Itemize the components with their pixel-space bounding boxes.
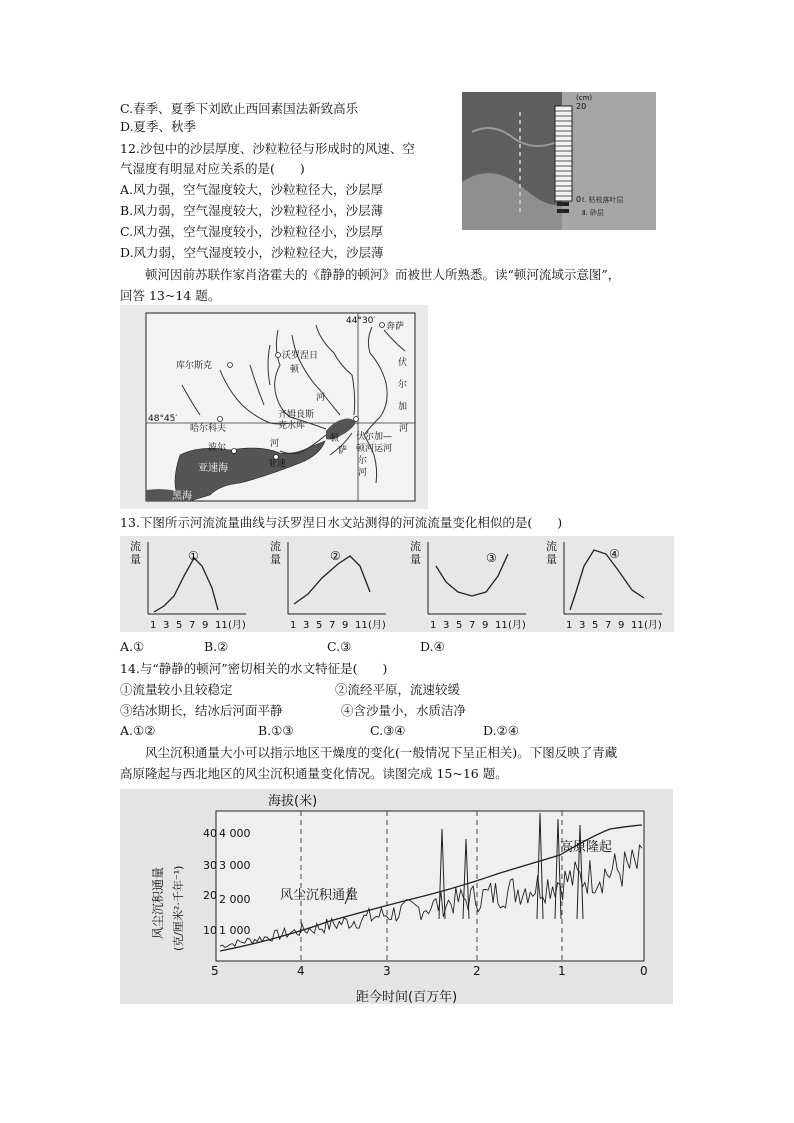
passage-don: 顿河因前苏联作家肖洛霍夫的《静静的顿河》而被世人所熟悉。读“顿河流域示意图”， — [120, 267, 621, 282]
map-rostov: 波尔 — [208, 443, 227, 453]
flow-chart-1-curve — [154, 558, 218, 612]
q13-option-b: B.② — [204, 639, 229, 654]
flow-chart-2-tick-1: 1 — [290, 620, 297, 631]
photo-scale-zero: 0 — [576, 195, 582, 204]
flow-chart-3-tick-5: 5 — [456, 620, 463, 631]
dust-series-label: 风尘沉积通量 — [280, 888, 359, 903]
map-tsimlyansk-1: 齐姆良斯 — [278, 410, 315, 420]
q14-statement-1: ①流量较小且较稳定 — [120, 682, 233, 697]
flow-chart-2-ylabel-1: 流 — [270, 540, 281, 553]
uplift-series-label: 高原隆起 — [560, 840, 613, 855]
dust-x-tick-0: 0 — [640, 964, 648, 978]
map-black-sea: 黑海 — [172, 491, 192, 502]
flow-chart-3-id: ③ — [486, 551, 497, 565]
q13-option-c: C.③ — [327, 639, 352, 654]
q14-option-c: C.③④ — [370, 723, 406, 738]
flow-chart-1-tick-5: 5 — [176, 620, 183, 631]
flow-chart-2-tick-5: 5 — [316, 620, 323, 631]
question-13-stem: 13.下图所示河流流量曲线与沃罗涅日水文站测得的河流流量变化相似的是( ) — [120, 515, 563, 530]
q12-option-a: A.风力强，空气湿度较大，沙粒粒径大，沙层厚 — [120, 182, 384, 197]
question-14-stem: 14.与“静静的顿河”密切相关的水文特征是( ) — [120, 661, 388, 676]
map-lat-left: 48°45′ — [148, 414, 178, 424]
map-voronezh: 沃罗涅日 — [282, 351, 319, 361]
sand-profile-drawing — [462, 92, 656, 230]
flow-chart-2-curve — [294, 556, 370, 604]
q14-option-d: D.②④ — [483, 723, 519, 738]
flow-chart-1-ylabel-1: 流 — [130, 540, 141, 553]
map-volga-4: 河 — [399, 424, 409, 434]
flow-chart-1-tick-9: 9 — [202, 620, 209, 631]
q12-option-b: B.风力弱，空气湿度较大，沙粒粒径小，沙层薄 — [120, 203, 384, 218]
q14-option-a: A.①② — [120, 723, 156, 738]
map-sal-1: 萨 — [338, 446, 348, 456]
photo-unit: (cm) — [576, 94, 593, 102]
map-volga-2: 尔 — [398, 380, 408, 390]
dust-flux-chart — [120, 789, 673, 1004]
dust-ylabel: 风尘沉积通量 — [151, 866, 165, 939]
flow-chart-4-tick-1: 1 — [566, 620, 573, 631]
map-azov-sea: 亚速海 — [198, 463, 228, 474]
map-kursk: 库尔斯克 — [176, 361, 213, 371]
flow-chart-2-tick-9: 9 — [342, 620, 349, 631]
dust-x-tick-1: 1 — [558, 964, 566, 978]
question-12-stem: 12.沙包中的沙层厚度、沙粒粒径与形成时的风速、空 — [120, 141, 415, 156]
map-river-low: 河 — [270, 439, 280, 449]
flow-chart-2-x-unit: (月) — [368, 620, 386, 631]
dust-left-tick-20: 20 — [203, 889, 217, 902]
flow-charts-drawing — [120, 536, 674, 632]
map-penza: 奔萨 — [386, 322, 405, 332]
flow-chart-2-id: ② — [330, 549, 341, 563]
dust-alt-tick-4000: 4 000 — [219, 827, 251, 840]
photo-legend-1: Ⅰ. 枯枝落叶层 — [582, 196, 624, 204]
flow-chart-4-tick-11: 11 — [631, 620, 644, 631]
dust-x-tick-4: 4 — [297, 964, 305, 978]
flow-chart-4-id: ④ — [609, 547, 620, 561]
flow-chart-3-tick-1: 1 — [430, 620, 437, 631]
dust-x-tick-2: 2 — [473, 964, 481, 978]
flow-charts-panel — [120, 536, 674, 632]
map-don-2: 河 — [316, 393, 326, 403]
flow-chart-3-x-unit: (月) — [508, 620, 526, 631]
flow-chart-3-tick-7: 7 — [469, 620, 476, 631]
map-don-1: 顿 — [290, 365, 300, 375]
flow-chart-2-tick-3: 3 — [303, 620, 310, 631]
flow-chart-2-ylabel-2: 量 — [270, 553, 281, 566]
flow-chart-3-curve — [436, 554, 508, 596]
flow-chart-4-x-unit: (月) — [644, 620, 662, 631]
dust-alt-tick-2000: 2 000 — [219, 893, 251, 906]
sand-profile-photo — [462, 92, 656, 230]
passage-dust: 风尘沉积通量大小可以指示地区干燥度的变化(一般情况下呈正相关)。下图反映了青藏 — [120, 745, 618, 760]
question-12-stem-cont: 气湿度有明显对应关系的是( ) — [120, 161, 305, 176]
q12-option-c: C.风力强，空气湿度较小，沙粒粒径小，沙层厚 — [120, 224, 384, 239]
map-canal-2: 顿河运河 — [356, 444, 393, 454]
map-canal-1: 伏尔加— — [356, 432, 393, 442]
map-sal-3: 河 — [358, 468, 368, 478]
flow-chart-1-ylabel-2: 量 — [130, 553, 141, 566]
dust-yunit: (克/厘米²·千年⁻¹) — [172, 865, 185, 951]
dust-left-tick-30: 30 — [203, 859, 217, 872]
flow-chart-4-ylabel-2: 量 — [546, 553, 557, 566]
flow-chart-1-tick-3: 3 — [163, 620, 170, 631]
q14-statement-3: ③结冰期长，结冰后河面平静 — [120, 703, 283, 718]
flow-chart-1-tick-1: 1 — [150, 620, 157, 631]
don-basin-map — [120, 305, 428, 509]
dust-x-tick-3: 3 — [383, 964, 391, 978]
q14-statement-2: ②流经平原，流速较缓 — [335, 682, 461, 697]
flow-chart-2-tick-7: 7 — [329, 620, 336, 631]
flow-chart-1-id: ① — [188, 549, 199, 563]
map-lat-top: 44°30′ — [346, 316, 376, 326]
flow-chart-2-tick-11: 11 — [355, 620, 368, 631]
flow-chart-3-tick-11: 11 — [495, 620, 508, 631]
q13-option-a: A.① — [120, 639, 145, 654]
flow-chart-4-curve — [570, 550, 644, 610]
map-kharkiv: 哈尔科夫 — [190, 424, 227, 434]
flow-chart-1-tick-11: 11 — [215, 620, 228, 631]
dust-alt-tick-3000: 3 000 — [219, 859, 251, 872]
dust-xlabel: 距今时间(百万年) — [356, 990, 458, 1004]
flow-chart-3-ylabel-2: 量 — [410, 553, 421, 566]
dust-left-tick-40: 40 — [203, 827, 217, 840]
map-sal-2: 尔 — [358, 456, 368, 466]
photo-legend-2: Ⅱ. 砂层 — [582, 209, 604, 217]
q12-option-d: D.风力弱，空气湿度较小，沙粒粒径大，沙层薄 — [120, 245, 384, 260]
dust-left-tick-10: 10 — [203, 924, 217, 937]
dust-x-tick-5: 5 — [211, 964, 219, 978]
flow-chart-4-tick-3: 3 — [579, 620, 586, 631]
flow-chart-4-tick-7: 7 — [605, 620, 612, 631]
flow-chart-4-tick-9: 9 — [618, 620, 625, 631]
flow-chart-4-ylabel-1: 流 — [546, 540, 557, 553]
passage-don-cont: 回答 13~14 题。 — [120, 288, 221, 303]
flow-chart-4-tick-5: 5 — [592, 620, 599, 631]
q13-option-d: D.④ — [420, 639, 445, 654]
map-volga-3: 加 — [398, 402, 408, 412]
q14-statement-4: ④含沙量小，水质洁净 — [341, 703, 467, 718]
flow-chart-1-tick-7: 7 — [189, 620, 196, 631]
dust-flux-drawing — [120, 789, 673, 1004]
flow-chart-3-tick-3: 3 — [443, 620, 450, 631]
map-volga-1: 伏 — [398, 358, 408, 368]
map-tsimlyansk-2: 克水库 — [278, 421, 306, 431]
photo-scale-top: 20 — [576, 102, 587, 111]
option-c-q11: C.春季、夏季下刘欧止西回素国法新致高乐 — [120, 101, 359, 116]
flow-chart-3-tick-9: 9 — [482, 620, 489, 631]
map-azov: 亚速 — [268, 459, 287, 469]
map-drawing — [120, 305, 428, 509]
flow-chart-3-ylabel-1: 流 — [410, 540, 421, 553]
option-d-q11: D.夏季、秋季 — [120, 119, 197, 134]
q14-option-b: B.①③ — [258, 723, 294, 738]
map-don-3: 顿 — [330, 434, 340, 444]
dust-alt-tick-1000: 1 000 — [219, 924, 251, 937]
flow-chart-1-x-unit: (月) — [228, 620, 246, 631]
dust-altitude-label: 海拔(米) — [268, 794, 318, 809]
passage-dust-cont: 高原隆起与西北地区的风尘沉积通量变化情况。读图完成 15~16 题。 — [120, 766, 508, 781]
